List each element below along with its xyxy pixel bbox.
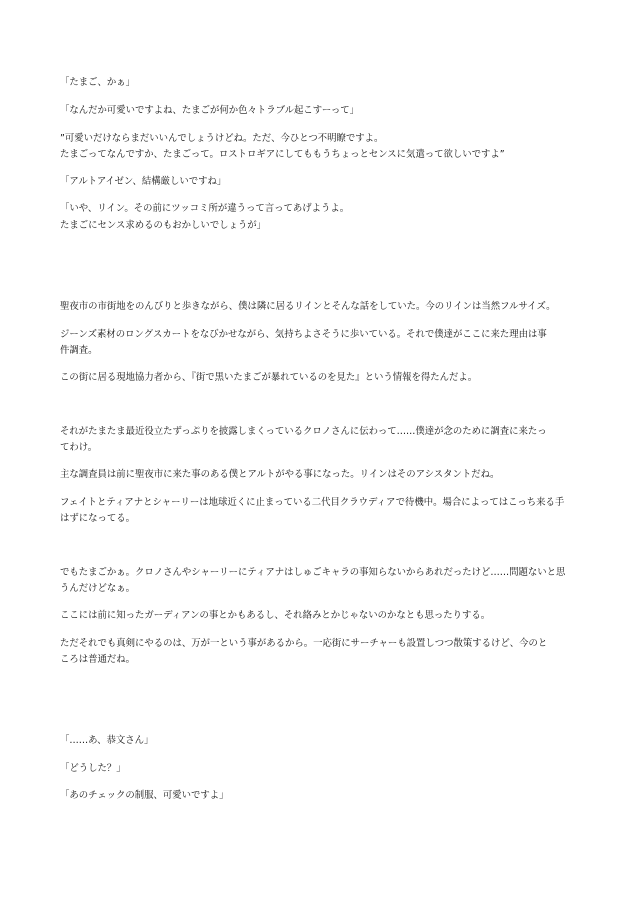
text-line: はずになってる。: [60, 513, 136, 524]
text-line: たまごにセンス求めるのもおかしいでしょうが」: [60, 220, 266, 231]
text-line: ジーンズ素材のロングスカートをなびかせながら、気持ちよさそうに歩いている。それで僕達がここに来た理由は事: [60, 329, 547, 340]
text-line: この街に居る現地協力者から、『街で黒いたまごが暴れているのを見た』という情報を得たんだよ。: [60, 372, 478, 383]
text-line: 「アルトアイゼン、結構厳しいですね」: [60, 176, 227, 187]
text-line: 主な調査員は前に聖夜市に来た事のある僕とアルトがやる事になった。リインはそのアシスタントだね。: [60, 469, 500, 480]
text-line: ころは普通だね。: [60, 654, 136, 665]
text-line: ただそれでも真剣にやるのは、万が一という事があるから。一応街にサーチャーも設置しつつ散策するけど、今のと: [60, 638, 548, 649]
text-line: 「……あ、恭文さん」: [60, 735, 154, 746]
text-line: ”可愛いだけならまだいいんでしょうけどね。ただ、今ひとつ不明瞭ですよ。: [60, 133, 384, 144]
text-line: 「あのチェックの制服、可愛いですよ」: [60, 790, 229, 801]
text-line: 「なんだか可愛いですよね、たまごが何か色々トラブル起こすーって」: [60, 105, 359, 116]
text-line: 「たまご、かぁ」: [60, 77, 136, 88]
text-line: うんだけどなぁ。: [60, 583, 136, 594]
text-line: たまごってなんですか、たまごって。ロストロギアにしてももうちょっとセンスに気遣って欲しいですよ”: [60, 149, 505, 160]
text-line: 聖夜市の市街地をのんびりと歩きながら、僕は隣に居るリインとそんな話をしていた。今のリインは当然フルサイズ。: [60, 301, 556, 312]
text-line: 「どうした？」: [60, 763, 126, 774]
text-line: フェイトとティアナとシャーリーは地球近くに止まっている二代目クラウディアで待機中。場合によってはこっち来る手: [60, 497, 565, 508]
text-line: 件調査。: [60, 345, 98, 356]
text-line: でもたまごかぁ。クロノさんやシャーリーにティアナはしゅごキャラの事知らないからあれだったけど……問題ないと思: [60, 567, 566, 578]
text-line: てわけ。: [60, 442, 98, 453]
text-line: 「いや、リイン。その前にツッコミ所が違うって言ってあげようよ。: [60, 203, 350, 214]
text-line: それがたまたま最近役立たずっぷりを披露しまくっているクロノさんに伝わって……僕達が念のために調査に来たっ: [60, 426, 547, 437]
text-line: ここには前に知ったガーディアンの事とかもあるし、それ絡みとかじゃないのかなとも思ったりする。: [60, 610, 491, 621]
